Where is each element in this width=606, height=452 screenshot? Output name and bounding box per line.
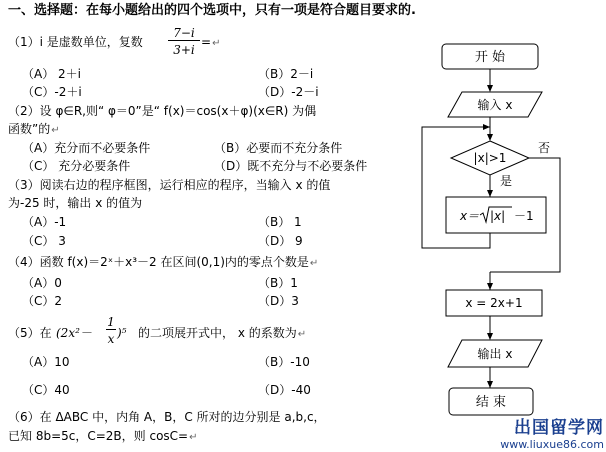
q5-option-c[interactable]: （C）40: [22, 383, 70, 397]
q5-fraction-numerator: 1: [107, 315, 115, 329]
flow-arrow-loop: [483, 124, 490, 130]
q1-stem-text: （1）i 是虚数单位，复数: [8, 35, 143, 49]
q5-stem-prefix: （5）在: [8, 326, 52, 340]
flow-assign-label-x: x＝: [460, 209, 480, 223]
flow-arrow-2: [487, 134, 493, 141]
q5-option-d[interactable]: （D）-40: [258, 383, 311, 397]
flow-arrow-5: [487, 333, 493, 340]
q1-equals: =↵: [201, 35, 221, 49]
flow-output-label: 输出 x: [477, 347, 513, 361]
q3-option-d[interactable]: （D） 9: [258, 234, 303, 248]
q4-option-d[interactable]: （D）3: [258, 294, 299, 308]
q5-expression-left: (2x²－: [56, 326, 92, 340]
watermark-url[interactable]: www.liuxue86.com: [500, 438, 604, 451]
q3-stem-line1: （3）阅读右边的程序框图，运行相应的程序，当输入 x 的值: [8, 178, 331, 192]
q2-stem-line2: 函数”的↵: [8, 122, 60, 136]
q1-option-a[interactable]: （A） 2＋i: [22, 67, 81, 81]
flow-assign-label-minus: －1: [514, 209, 534, 223]
q2-option-b[interactable]: （B）必要而不充分条件: [214, 141, 343, 155]
q2-option-a[interactable]: （A）充分而不必要条件: [22, 141, 151, 155]
q3-option-a[interactable]: （A）-1: [22, 215, 67, 229]
q1-fraction-denominator: 3+i: [173, 43, 195, 57]
q3-stem-line2: 为-25 时，输出 x 的值为: [8, 196, 143, 210]
q6-stem-line1: （6）在 ΔABC 中，内角 A，B，C 所对的边分别是 a,b,c，: [8, 410, 326, 424]
q5-expression-right: )⁵: [117, 326, 127, 340]
flow-arrow-3: [487, 190, 493, 197]
flow-input-label: 输入 x: [477, 98, 513, 112]
watermark-cn: 出国留学网: [514, 418, 604, 438]
q2-stem-line1: （2）设 φ∈R,则“ φ＝0”是“ f(x)＝cos(x＋φ)(x∈R) 为偶: [8, 104, 317, 118]
flow-arrow-6: [487, 381, 493, 388]
q5-stem-suffix: 的二项展开式中， x 的系数为↵: [138, 326, 307, 340]
q5-option-b[interactable]: （B）-10: [258, 355, 310, 369]
flow-assign2-label: x = 2x+1: [465, 296, 523, 310]
q3-option-c[interactable]: （C） 3: [22, 234, 66, 248]
q1-option-b[interactable]: （B）2－i: [258, 67, 314, 81]
q4-stem: （4）函数 f(x)＝2ˣ＋x³－2 在区间(0,1)内的零点个数是↵: [8, 255, 319, 269]
flow-arrow-1: [487, 85, 493, 92]
q4-option-b[interactable]: （B）1: [258, 276, 298, 290]
flow-assign-label-abs: |x|: [490, 209, 506, 223]
q5-fraction-denominator: x: [107, 332, 115, 346]
q6-stem-line2: 已知 8b=5c，C=2B，则 cosC=↵: [8, 429, 198, 443]
q1-fraction-numerator: 7−i: [168, 26, 200, 41]
flow-arrow-4: [487, 283, 493, 290]
flow-start-label: 开 始: [474, 50, 506, 65]
q4-option-c[interactable]: （C）2: [22, 294, 63, 308]
flow-no-label: 否: [538, 141, 551, 155]
q3-option-b[interactable]: （B） 1: [258, 215, 302, 229]
q1-option-d[interactable]: （D）-2－i: [258, 85, 319, 99]
q2-option-d[interactable]: （D）既不充分与不必要条件: [214, 159, 368, 173]
flow-end-label: 结 束: [475, 395, 507, 410]
q4-option-a[interactable]: （A）0: [22, 276, 62, 290]
flow-cond-label: |x|>1: [473, 151, 507, 165]
watermark: [500, 413, 604, 451]
q5-option-a[interactable]: （A）10: [22, 355, 70, 369]
section-title: 一、选择题：在每小题给出的四个选项中，只有一项是符合题目要求的.: [8, 3, 416, 18]
q1-option-c[interactable]: （C）-2＋i: [22, 85, 82, 99]
flow-yes-label: 是: [500, 174, 513, 188]
q2-option-c[interactable]: （C） 充分必要条件: [22, 159, 131, 173]
